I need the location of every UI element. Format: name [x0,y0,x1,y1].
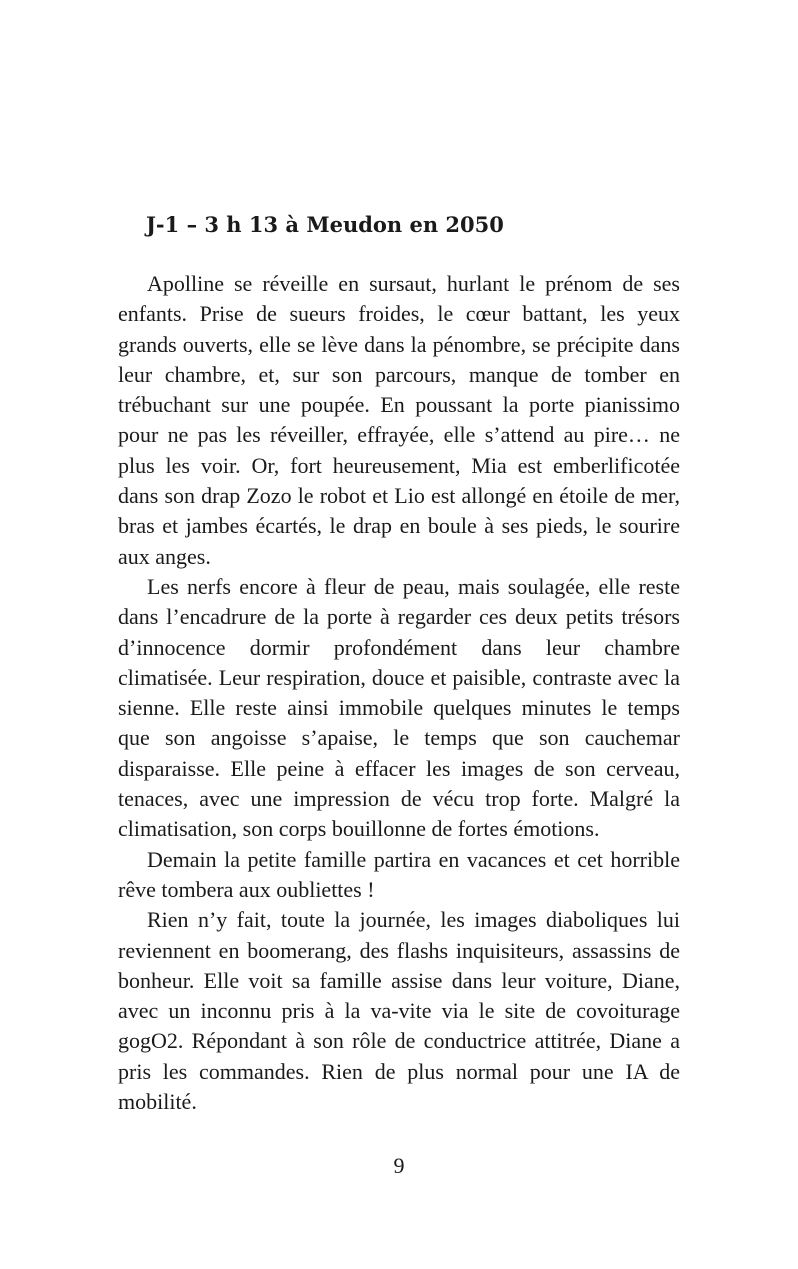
paragraph: Les nerfs encore à fleur de peau, mais soulagée, elle reste dans l’encadrure de la porte à regarder ces deux petits trésors d’innocence dormir profondément dans leur chambre climatisée. Leur respiration, douce et paisible, contraste avec la sienne. Elle reste ainsi immobile quelques minutes le temps que son angoisse s’apaise, le temps que son cauchemar disparaisse. Elle peine à effacer les images de son cerveau, tenaces, avec une impression de vécu trop forte. Malgré la climatisation, son corps bouillonne de fortes émotions. [118,573,680,842]
page-number: 9 [393,1153,405,1178]
paragraph: Rien n’y fait, toute la journée, les images diaboliques lui reviennent en boomerang, des flashs inquisiteurs, assassins de bonheur. Elle voit sa famille assise dans leur voiture, Diane, avec un inconnu pris à la va-vite via le site de covoiturage gogO2. Répondant à son rôle de conductrice attitrée, Diane a pris les commandes. Rien de plus normal pour une IA de mobilité. [118,907,680,1115]
paragraph: Apolline se réveille en sursaut, hurlant le prénom de ses enfants. Prise de sueurs froides, le cœur battant, les yeux grands ouverts, elle se lève dans la pénombre, se précipite dans leur chambre, et, sur son parcours, manque de tomber en trébuchant sur une poupée. En poussant la porte pianissimo pour ne pas les réveiller, effrayée, elle s’attend au pire… ne plus les voir. Or, fort heureusement, Mia est emberlificotée dans son drap Zozo le robot et Lio est allongé en étoile de mer, bras et jambes écartés, le drap en boule à ses pieds, le sourire aux anges. [118,271,680,569]
paragraph: Demain la petite famille partira en vacances et cet horrible rêve tombera aux oubliettes ! [118,846,680,902]
chapter-heading: J-1 – 3 h 13 à Meudon en 2050 [146,212,504,237]
chapter-body [118,269,680,1117]
